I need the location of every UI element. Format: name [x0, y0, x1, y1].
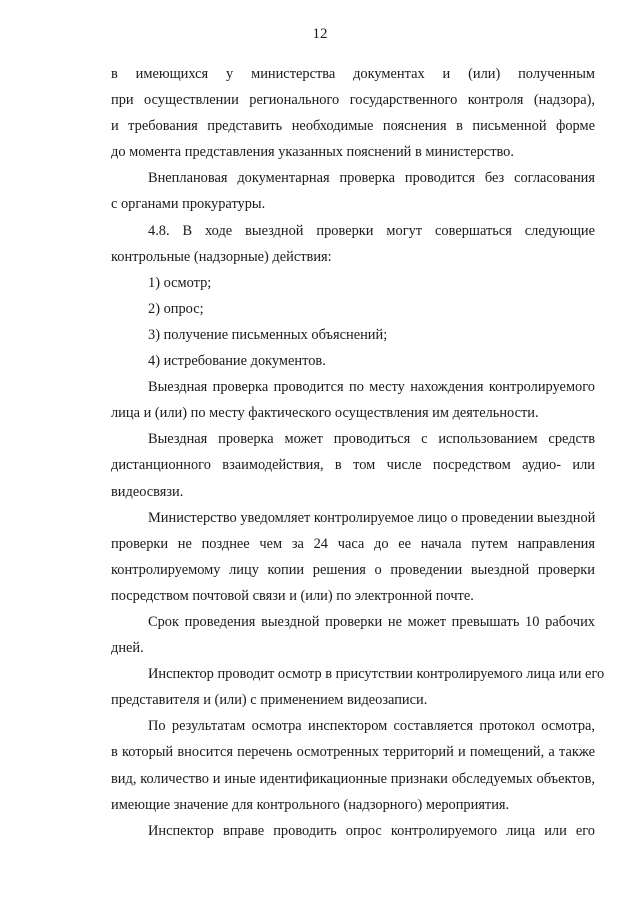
text-line: имеющие значение для контрольного (надзорного) мероприятия. [111, 796, 510, 813]
list-item [74, 296, 595, 322]
text-line: 1) осмотр; [148, 274, 212, 291]
list-item [74, 348, 595, 374]
document-body [74, 61, 605, 844]
text-line: Внеплановая документарная проверка проводится без согласования [148, 170, 595, 187]
text-line: По результатам осмотра инспектором составляется протокол осмотра, [148, 718, 595, 735]
text-line: 4.8. В ходе выездной проверки могут совершаться следующие [148, 222, 595, 239]
text-line: до момента представления указанных пояснений в министерство. [111, 144, 514, 161]
text-line: лица и (или) по месту фактического осуществления им деятельности. [111, 405, 539, 422]
paragraph [74, 661, 605, 713]
text-line: проверки не позднее чем за 24 часа до ее начала путем направления [111, 535, 595, 552]
text-line: и требования представить необходимые пояснения в письменной форме [111, 118, 595, 135]
paragraph [74, 609, 595, 661]
text-line: посредством почтовой связи и (или) по электронной почте. [111, 587, 474, 604]
text-line: Инспектор проводит осмотр в присутствии контролируемого лица или его [148, 666, 605, 683]
paragraph [74, 374, 595, 426]
text-line: Выездная проверка проводится по месту нахождения контролируемого [148, 379, 595, 396]
list-item [74, 322, 595, 348]
text-line: видеосвязи. [111, 483, 184, 500]
text-line: представителя и (или) с применением видеозаписи. [111, 692, 428, 709]
text-line: при осуществлении регионального государственного контроля (надзора), [111, 92, 595, 109]
text-line: дней. [111, 640, 144, 657]
paragraph [74, 713, 595, 817]
text-line: 2) опрос; [148, 300, 204, 317]
paragraph [74, 218, 595, 270]
text-line: Инспектор вправе проводить опрос контролируемого лица или его [148, 822, 595, 839]
text-line: 4) истребование документов. [148, 353, 326, 370]
paragraph [74, 61, 595, 165]
list-item [74, 270, 595, 296]
text-line: в который вносится перечень осмотренных территорий и помещений, а также [111, 744, 595, 761]
text-line: Министерство уведомляет контролируемое лицо о проведении выездной [148, 509, 596, 526]
text-line: в имеющихся у министерства документах и (или) полученным [111, 66, 595, 82]
paragraph [74, 165, 595, 217]
paragraph [74, 426, 595, 504]
page-number: 12 [312, 26, 328, 42]
text-line: контролируемому лицу копии решения о проведении выездной проверки [111, 561, 595, 578]
text-line: контрольные (надзорные) действия: [111, 248, 332, 265]
text-line: вид, количество и иные идентификационные признаки обследуемых объектов, [111, 770, 595, 787]
text-line: 3) получение письменных объяснений; [148, 326, 388, 343]
paragraph [74, 818, 595, 844]
text-line: Выездная проверка может проводиться с использованием средств [148, 431, 595, 448]
paragraph [74, 505, 595, 609]
text-line: Срок проведения выездной проверки не может превышать 10 рабочих [148, 613, 595, 630]
text-line: с органами прокуратуры. [111, 196, 266, 213]
text-line: дистанционного взаимодействия, в том числе посредством аудио- или [111, 457, 595, 474]
